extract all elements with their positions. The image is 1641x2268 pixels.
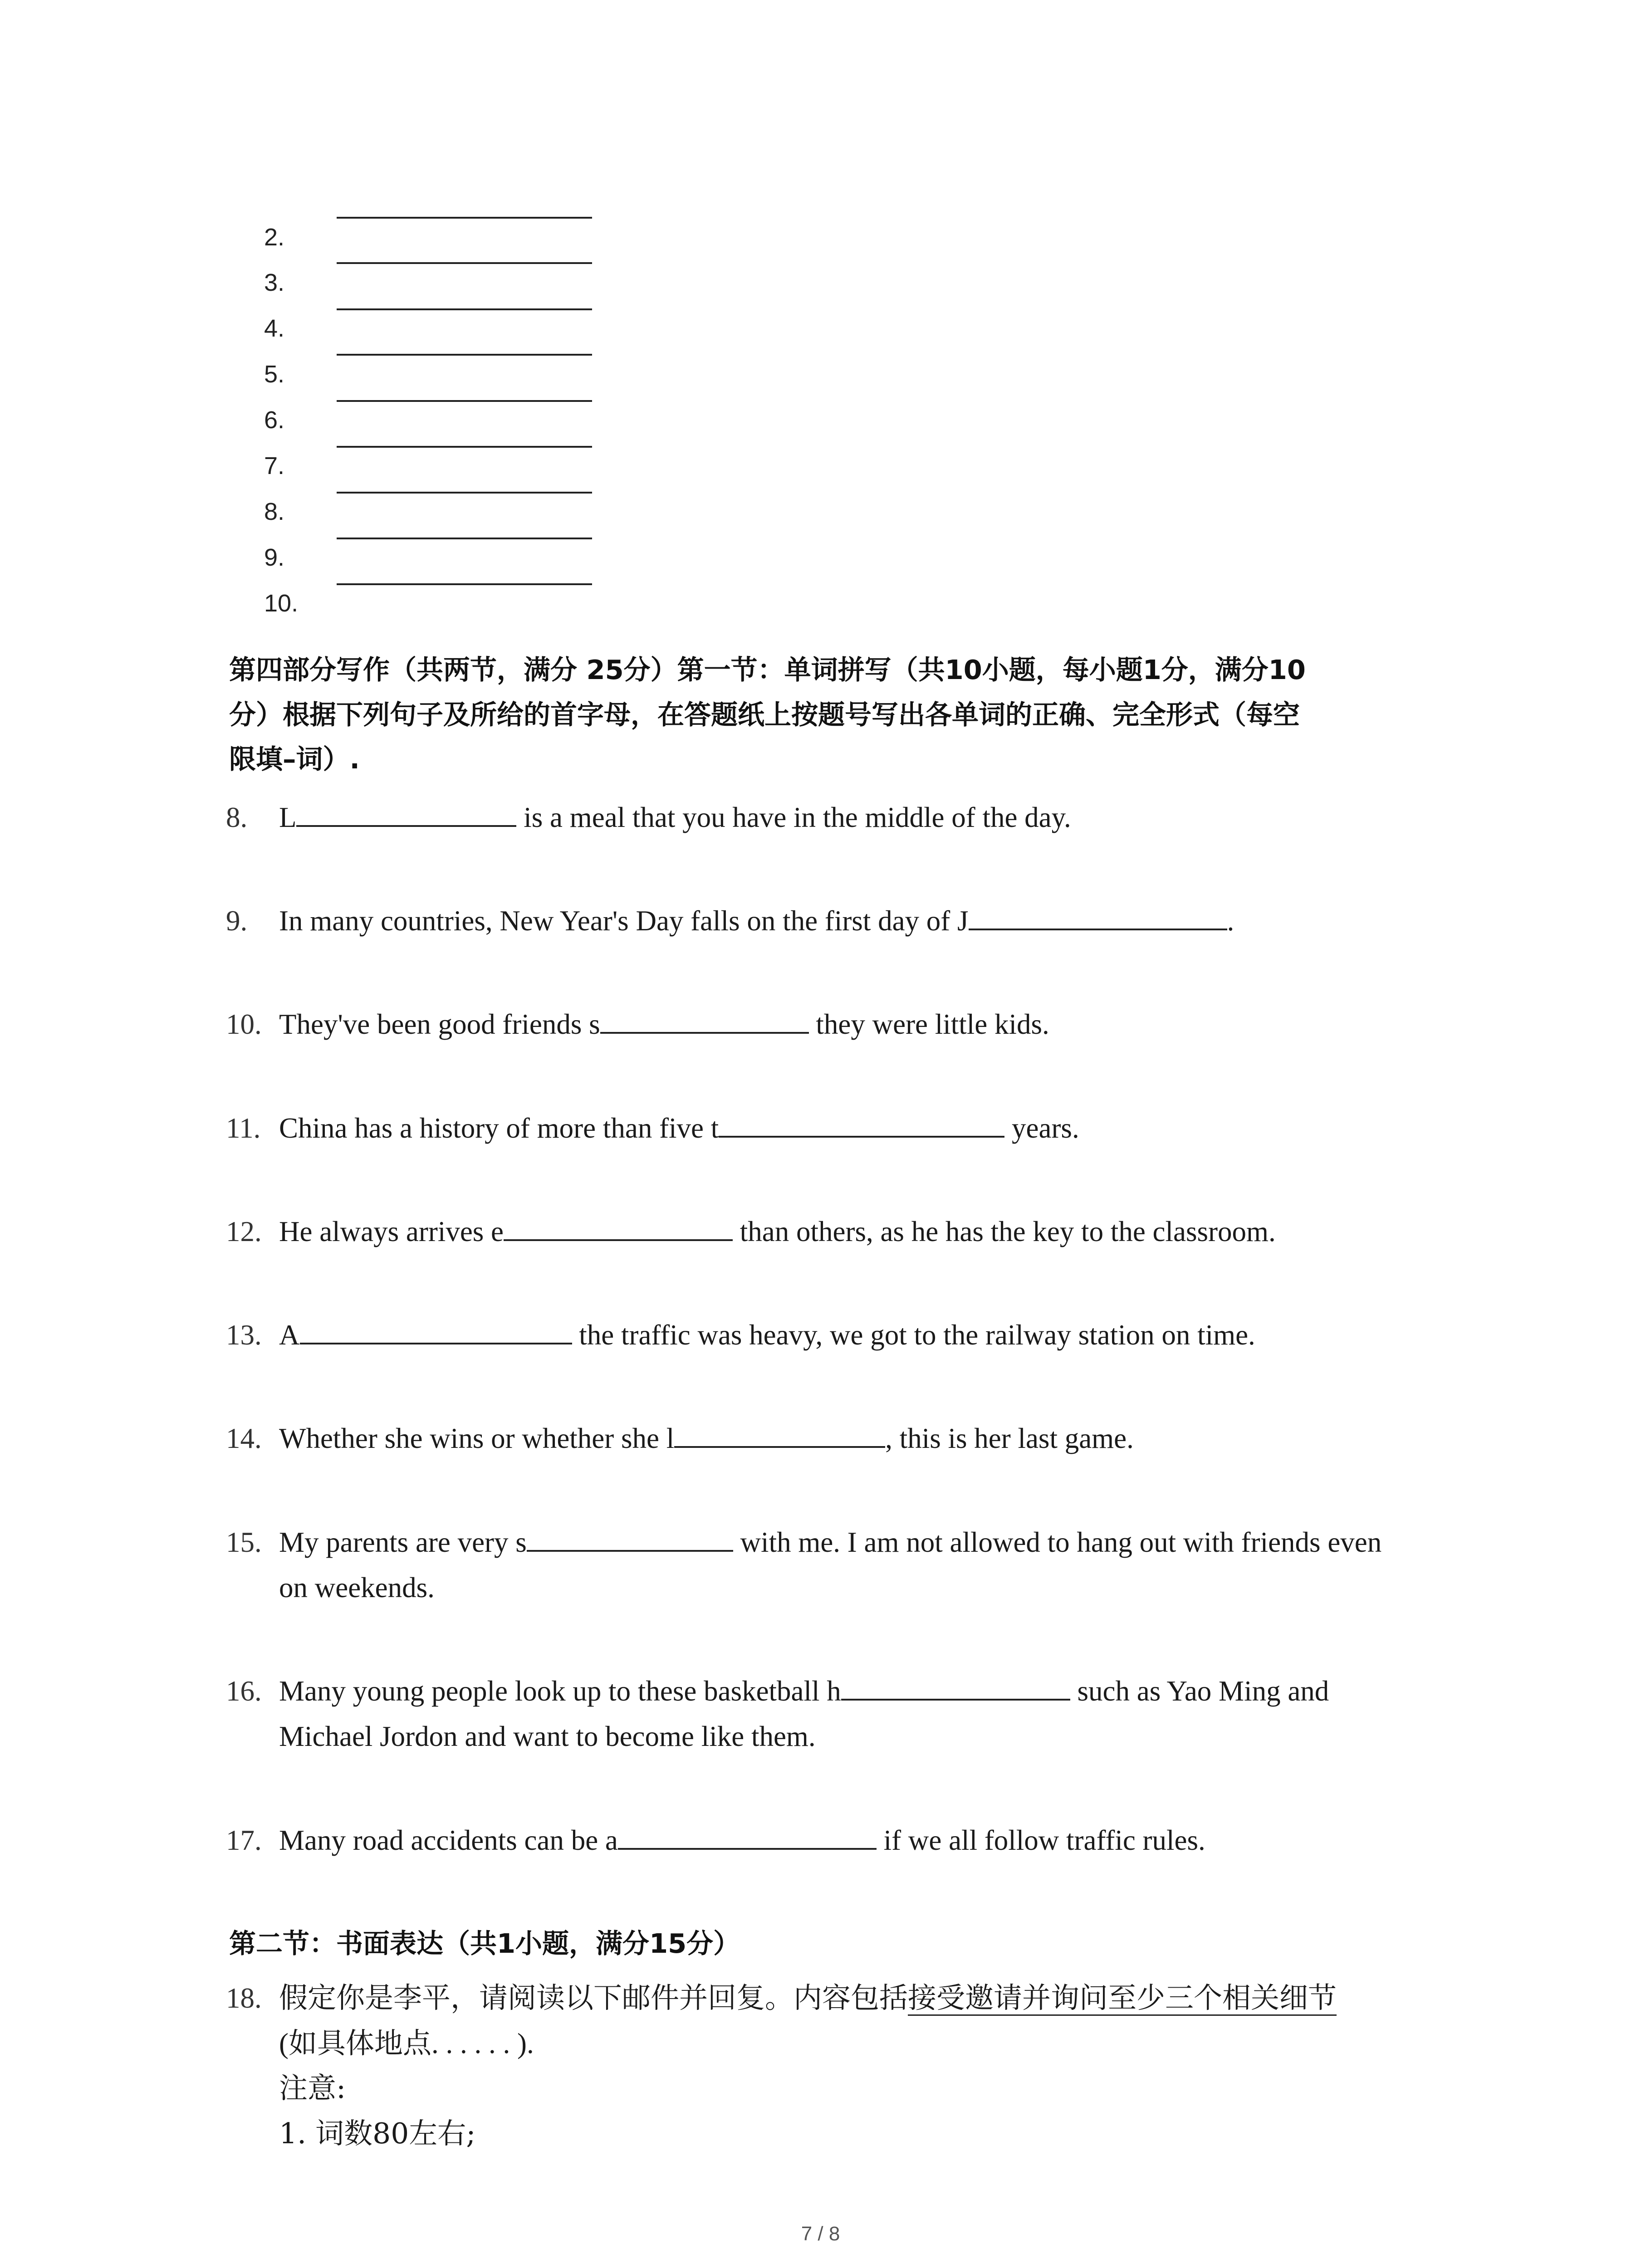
- part4-heading-line2: 分）根据下列句子及所给的首字母，在答题纸上按题号写出各单词的正确、完全形式（每空: [229, 699, 1300, 730]
- question-number: 12.: [226, 1216, 262, 1247]
- question-text-after: is a meal that you have in the middle of the day.: [516, 802, 1071, 833]
- page-number: 7 / 8: [801, 2223, 840, 2245]
- question-15: [226, 1520, 1381, 1565]
- answer-num: 7.: [264, 452, 285, 479]
- question-14: [226, 1416, 1134, 1461]
- answer-blank[interactable]: [337, 308, 592, 310]
- question-number: 10.: [226, 1008, 262, 1040]
- answer-num: 8.: [264, 498, 285, 525]
- question-11: [226, 1105, 1079, 1151]
- question-number: 14.: [226, 1422, 262, 1454]
- answer-blank[interactable]: [337, 400, 592, 402]
- answer-blank[interactable]: [618, 1822, 877, 1850]
- question-text-after: years.: [1004, 1112, 1079, 1144]
- question-number: 17.: [226, 1824, 262, 1856]
- answer-blank[interactable]: [300, 1316, 572, 1344]
- question-15-continuation: on weekends.: [279, 1572, 435, 1603]
- part4-heading-line3: 限填–词）.: [229, 743, 360, 775]
- answer-blank[interactable]: [504, 1213, 733, 1241]
- question-13: [226, 1312, 1255, 1358]
- question-number: 8.: [226, 802, 248, 833]
- answer-blank[interactable]: [337, 492, 592, 494]
- question-18-line2: (如具体地点. . . . . . ).: [279, 2028, 534, 2059]
- answer-blank[interactable]: [719, 1110, 1004, 1138]
- answer-blank[interactable]: [841, 1672, 1070, 1701]
- question-text-after: they were little kids.: [808, 1008, 1049, 1040]
- question-text-before: He always arrives e: [279, 1216, 504, 1247]
- question-text-before: My parents are very s: [279, 1526, 527, 1558]
- question-18-text: 假定你是李平，请阅读以下邮件并回复。内容包括: [279, 1981, 908, 2014]
- question-text-after: with me. I am not allowed to hang out with friends even: [733, 1526, 1382, 1558]
- question-number: 15.: [226, 1526, 262, 1558]
- part4-heading-line1: 第四部分写作（共两节，满分 25分）第一节：单词拼写（共10小题，每小题1分，满分10: [229, 654, 1306, 685]
- section2-heading: 第二节：书面表达（共1小题，满分15分）: [229, 1928, 740, 1959]
- question-text-before: Many young people look up to these basketball h: [279, 1675, 841, 1707]
- question-text-before: A: [279, 1319, 300, 1351]
- question-12: [226, 1209, 1276, 1254]
- question-16-continuation: Michael Jordon and want to become like them.: [279, 1721, 816, 1752]
- question-text-after: than others, as he has the key to the classroom.: [733, 1216, 1276, 1247]
- question-text-after: .: [1227, 905, 1234, 937]
- answer-blank[interactable]: [337, 262, 592, 264]
- question-10: [226, 1002, 1049, 1047]
- answer-blank[interactable]: [337, 354, 592, 356]
- answer-blank[interactable]: [296, 799, 516, 827]
- question-text-before: China has a history of more than five t: [279, 1112, 719, 1144]
- question-number: 16.: [226, 1675, 262, 1707]
- note-label: 注意:: [279, 2072, 346, 2105]
- question-number: 11.: [226, 1112, 261, 1144]
- question-text-before: They've been good friends s: [279, 1008, 600, 1040]
- answer-num: 4.: [264, 315, 285, 342]
- question-9: [226, 898, 1234, 943]
- answer-blank[interactable]: [337, 446, 592, 448]
- answer-num: 2.: [264, 224, 285, 251]
- answer-blank[interactable]: [337, 583, 592, 585]
- question-number: 18.: [226, 1982, 262, 2014]
- question-text-after: if we all follow traffic rules.: [876, 1824, 1205, 1856]
- question-number: 9.: [226, 905, 248, 937]
- question-17: [226, 1818, 1205, 1863]
- answer-blank[interactable]: [527, 1524, 733, 1552]
- question-text-before: Whether she wins or whether she l: [279, 1422, 675, 1454]
- answer-blank[interactable]: [600, 1006, 809, 1034]
- question-text-after: the traffic was heavy, we got to the railway station on time.: [572, 1319, 1255, 1351]
- question-text-before: Many road accidents can be a: [279, 1824, 618, 1856]
- answer-blank[interactable]: [337, 538, 592, 539]
- question-text-after: such as Yao Ming and: [1070, 1675, 1329, 1707]
- question-8: [226, 795, 1071, 840]
- answer-blank[interactable]: [674, 1420, 885, 1448]
- answer-blank-1[interactable]: [337, 217, 592, 219]
- question-text-after: , this is her last game.: [885, 1422, 1134, 1454]
- answer-num: 3.: [264, 269, 285, 296]
- question-text-before: L: [279, 802, 297, 833]
- answer-num: 5.: [264, 361, 285, 388]
- note-item-1: 1. 词数80左右;: [279, 2117, 476, 2150]
- answer-num: 10.: [264, 590, 299, 617]
- answer-blank[interactable]: [969, 902, 1227, 930]
- question-18: [226, 1975, 1337, 2021]
- answer-num: 9.: [264, 544, 285, 571]
- answer-num: 6.: [264, 406, 285, 434]
- question-text-before: In many countries, New Year's Day falls on the first day of J: [279, 905, 969, 937]
- question-18-underlined-text: 接受邀请并询问至少三个相关细节: [908, 1981, 1337, 2016]
- question-16: [226, 1668, 1329, 1714]
- question-number: 13.: [226, 1319, 262, 1351]
